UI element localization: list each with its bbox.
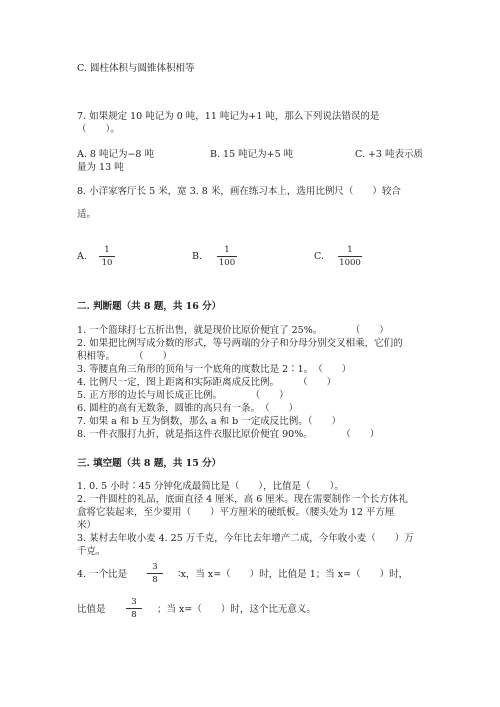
fraction-bar — [99, 256, 115, 257]
q8-stem-line1: 8. 小洋家客厅长 5 米，宽 3. 8 米，画在练习本上，选用比例尺（ ）较合 — [77, 186, 401, 197]
fraction-denominator: 10 — [101, 258, 113, 268]
fill-item: 1. 0. 5 小时∶45 分钟化成最简比是（ ），比值是（ ）。 — [77, 481, 344, 492]
fraction-bar — [147, 573, 163, 574]
fill-item-4-part1: 4. 一个比是 — [77, 569, 128, 580]
q7-stem-line2: （ ）。 — [77, 124, 120, 135]
judgment-item: 4. 比例尺一定，图上距离和实际距离成反比例。 （ ） — [77, 377, 337, 388]
q8-option-b-label: B. — [192, 251, 203, 262]
fraction-bar — [217, 256, 237, 257]
q7-option-c-line2: 量为 13 吨 — [77, 162, 124, 173]
fill-item: 3. 某村去年收小麦 4. 25 万千克，今年比去年增产二成，今年收小麦（ ）万 — [77, 533, 414, 544]
fraction-numerator: 3 — [131, 597, 137, 607]
fill-item-4-fraction-2 — [126, 597, 142, 620]
fraction-numerator: 1 — [224, 245, 230, 255]
judgment-item: 2. 如果把比例写成分数的形式，等号两端的分子和分母分别交叉相乘，它们的 — [77, 338, 403, 349]
judgment-item: 3. 等腰直角三角形的顶角与一个底角的度数比是 2∶1。 （ ） — [77, 364, 352, 375]
fraction-bar — [338, 256, 362, 257]
fraction-bar — [126, 608, 142, 609]
q7-option-a: A. 8 吨记为−8 吨 — [77, 149, 154, 160]
judgment-item: 积相等。 （ ） — [77, 351, 173, 362]
q7-option-b: B. 15 吨记为+5 吨 — [210, 149, 294, 160]
judgment-item: 8. 一件衣服打九折，就是指这件衣服比原价便宜 90%。 （ ） — [77, 429, 380, 440]
q7-option-c-line1: C. +3 吨表示质 — [355, 149, 423, 160]
judgment-item: 7. 如果 a 和 b 互为倒数，那么 a 和 b 一定成反比例。（ ） — [77, 416, 341, 427]
section-title-fill-in: 三. 填空题（共 8 题，共 15 分） — [77, 458, 222, 469]
fill-item: 千克。 — [77, 546, 106, 557]
fill-item-4-fraction — [147, 562, 163, 585]
q8-option-c-fraction — [338, 245, 362, 268]
q7-stem-line1: 7. 如果规定 10 吨记为 0 吨，11 吨记为+1 吨，那么下列说法错误的是 — [77, 111, 380, 122]
judgment-item: 1. 一个篮球打七五折出售，就是现价比原价便宜了 25%。 （ ） — [77, 325, 389, 336]
fill-item-4-part2: ∶x，当 x=（ ）时，比值是 1；当 x=（ ）时， — [178, 569, 409, 580]
q8-stem-line2: 适。 — [77, 209, 97, 220]
fraction-numerator: 3 — [152, 562, 158, 572]
q8-option-a-fraction — [99, 245, 115, 268]
q8-option-a-label: A. — [77, 251, 87, 262]
judgment-item: 6. 圆柱的高有无数条，圆锥的高只有一条。 （ ） — [77, 403, 299, 414]
fraction-denominator: 100 — [218, 258, 236, 268]
q6-option-c: C. 圆柱体积与圆锥体积相等 — [77, 63, 195, 74]
section-title-judgment: 二. 判断题（共 8 题，共 16 分） — [77, 301, 222, 312]
fill-item: 盒将它装起来，至少要用（ ）平方厘米的硬纸板。（腰头处为 12 平方厘 — [77, 507, 395, 518]
fill-item: 2. 一件圆柱的礼品，底面直径 4 厘米，高 6 厘米。现在需要制作一个长方体礼 — [77, 494, 408, 505]
q8-option-b-fraction — [217, 245, 237, 268]
fraction-denominator: 1000 — [339, 258, 361, 268]
q8-option-c-label: C. — [314, 251, 324, 262]
fraction-denominator: 8 — [152, 575, 158, 585]
fill-item-4-part4: ；当 x=（ ）时，这个比无意义。 — [157, 604, 316, 615]
fraction-denominator: 8 — [131, 610, 137, 620]
fill-item: 米） — [77, 520, 97, 531]
fill-item-4-part3: 比值是 — [77, 604, 106, 615]
fraction-numerator: 1 — [104, 245, 110, 255]
judgment-item: 5. 正方形的边长与周长成正比例。 （ ） — [77, 390, 289, 401]
fraction-numerator: 1 — [347, 245, 353, 255]
